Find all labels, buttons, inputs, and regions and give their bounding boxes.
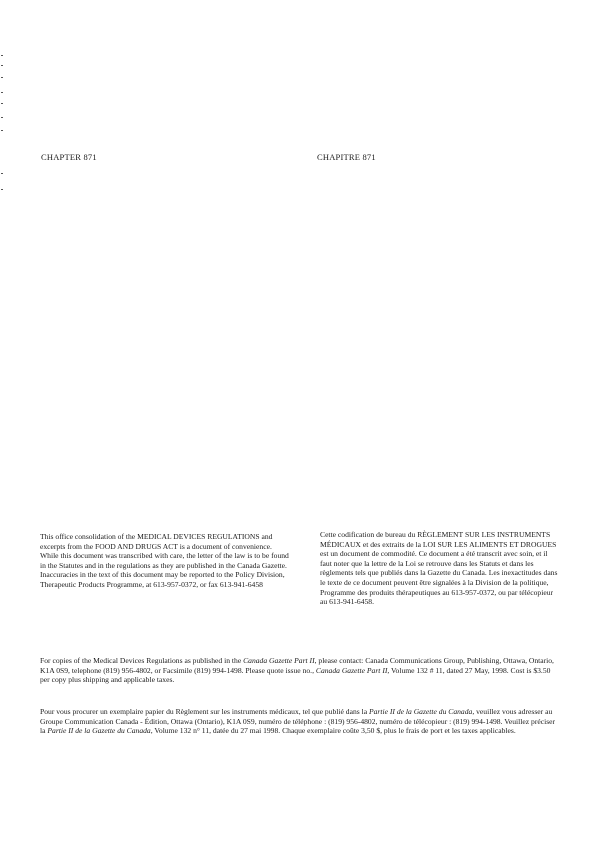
- copies-fr-text-1: Pour vous procurer un exemplaire papier du Règlement sur les instruments médicaux, tel que publié dans la: [40, 707, 369, 716]
- gazette-reference: Partie II de la Gazette du Canada: [368, 707, 473, 716]
- copies-en-text-1: For copies of the Medical Devices Regulations as published in the: [40, 656, 244, 665]
- gazette-reference: Canada Gazette Part II: [315, 665, 388, 675]
- copies-en-text-2: , please contact: Canada Communications Group, Publishing, Ottawa, Ontario, K1A 0S9, telephone (819) 956-4802, or Facsimile (819) 994-1498. Please quote issue no.,: [40, 656, 554, 675]
- scan-edge-marks: [1, 55, 4, 195]
- gazette-reference: Partie II de la Gazette du Canada: [47, 726, 151, 736]
- chapter-heading-fr: CHAPITRE 871: [317, 152, 376, 162]
- copies-fr-text-3: , Volume 132 n° 11, datée du 27 mai 1998. Chaque exemplaire coûte 3,50 $, plus le frais de port et les taxes applicables.: [150, 726, 516, 736]
- copies-en-text-3: , Volume 132 # 11, dated 27 May, 1998. Cost is $3.50 per copy plus shipping and applicable taxes.: [40, 665, 551, 685]
- copies-fr-text-2: , veuillez vous adresser au Groupe Communication Canada - Édition, Ottawa (Ontario), K1A 0S9, numéro de téléphone : (819) 956-4802, numéro de télécopieur : (819) 994-1498. Veuillez préciser la: [40, 707, 556, 736]
- consolidation-notice-fr: Cette codification de bureau du RÈGLEMENT SUR LES INSTRUMENTS MÉDICAUX et des extraits de la LOI SUR LES ALIMENTS ET DROGUES est un document de commodité. Ce document a été transcrit avec soin, et il faut noter que la lettre de la Loi se retrouve dans les Statuts et dans les règlements tels que publiés dans la Gazette du Canada. Les inexactitudes dans le texte de ce document peuvent être signalées à la Division de la politique, Programme des produits thérapeutiques au 613-957-0372, ou par télécopieur au 613-941-6458.: [320, 530, 558, 607]
- consolidation-notice-en: This office consolidation of the MEDICAL DEVICES REGULATIONS and excerpts from the FOOD AND DRUGS ACT is a document of convenience. While this document was transcribed with care, the letter of the law is to be found in the Statutes and in the regulations as they are published in the Canada Gazette. Inaccuracies in the text of this document may be reported to the Policy Division, Therapeutic Products Programme, at 613-957-0372, or fax 613-941-6458: [40, 532, 289, 589]
- copies-notice-en: [40, 656, 560, 685]
- chapter-heading-en: CHAPTER 871: [41, 152, 97, 162]
- copies-notice-fr: [40, 707, 562, 736]
- gazette-reference: Canada Gazette Part II: [243, 656, 315, 665]
